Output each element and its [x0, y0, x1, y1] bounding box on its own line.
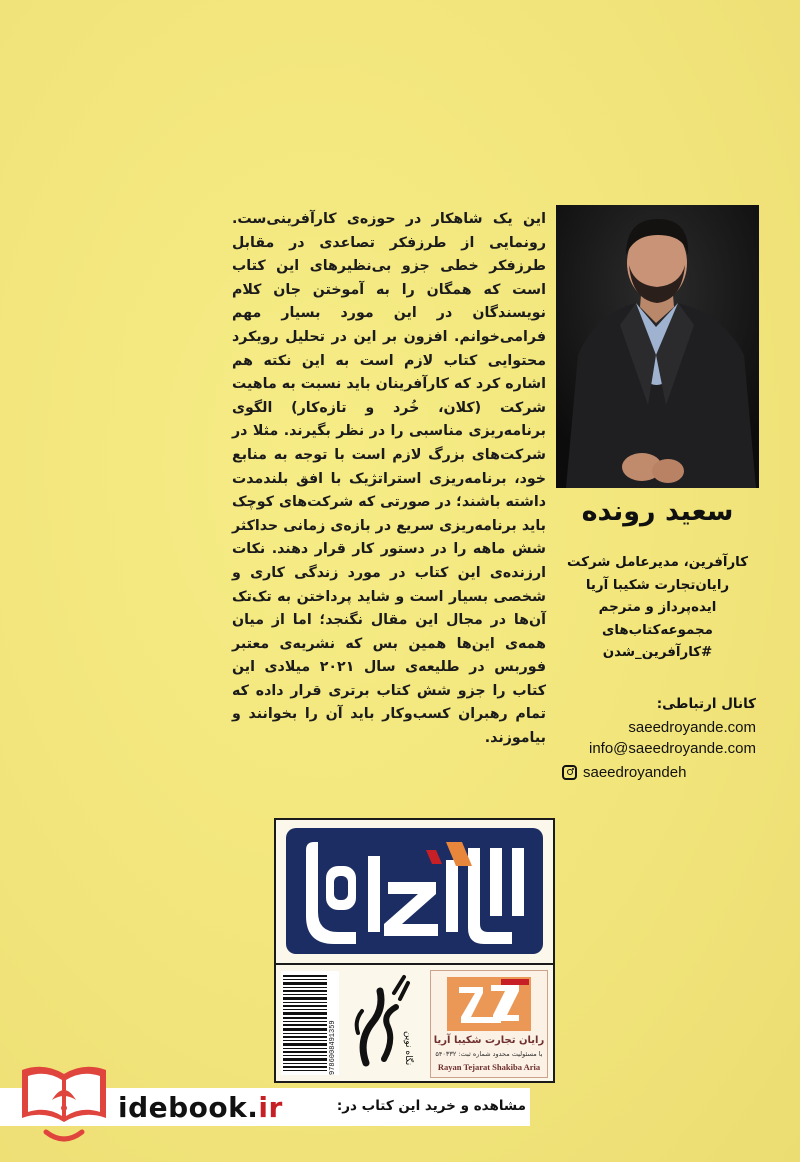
email-link[interactable]: info@saeedroyande.com — [589, 740, 756, 757]
author-bio-line: #کارآفرین_شدن — [602, 645, 713, 660]
idebook-book-icon — [12, 1050, 116, 1150]
book-title-logo — [274, 818, 555, 965]
author-photo — [556, 205, 759, 488]
site-name-tld: ir — [258, 1091, 283, 1124]
brand-name-en: Rayan Tejarat Shakiba Aria — [437, 1062, 541, 1072]
title-logo-graphic — [276, 820, 553, 963]
website-link[interactable]: saeedroyande.com — [628, 719, 756, 736]
author-bio-line: کارآفرین، مدیرعامل شرکت — [567, 555, 748, 570]
brand-name-fa: رایان تجارت شکیبا آریا — [433, 1035, 545, 1046]
instagram-link[interactable] — [562, 762, 686, 782]
instagram-icon — [562, 765, 577, 780]
isbn-number: 9786008491359 — [329, 1020, 337, 1075]
author-bio-line: ایده‌پرداز و مترجم — [598, 600, 717, 615]
author-bio — [556, 552, 759, 665]
idebook-site-name[interactable] — [118, 1091, 283, 1124]
contact-title: کانال ارتباطی: — [656, 696, 756, 712]
negah-text: نگاه نوین — [403, 1031, 413, 1066]
author-name: سعید رونده — [581, 496, 734, 527]
isbn-barcode — [281, 971, 339, 1075]
watermark-call-to-action: مشاهده و خرید این کتاب در: — [336, 1098, 526, 1114]
site-name-main: idebook. — [118, 1091, 259, 1124]
brand-registration: با مسئولیت محدود شماره ثبت: ۵۴۰۳۳۲ — [435, 1050, 543, 1058]
instagram-handle: saeedroyandeh — [583, 763, 687, 781]
book-description: این یک شاهکار در حوزه‌ی کارآفرینی‌ست. رونمایی از طرزفکر تصاعدی در مقابل طرزفکر خطی جزو بی‌نظیرهای این کتاب است که همگان را به آموختن جان کلام نویسندگان در این مورد بسیار مهم فرامی‌خوانم. افزون بر این در تحلیل رویکرد محتوایی کتاب لازم است به این نکته هم اشاره کرد که کارآفرینان باید نسبت به ماهیت شرکت (کلان، خُرد و تازه‌کار) الگوی برنامه‌ریزی مناسبی را در نظر بگیرند. مثلا در شرکت‌های بزرگ لازم است با توجه به منابع خود، برنامه‌ریزی استراتژیک با افق بلندمدت داشته باشند؛ در صورتی که شرکت‌های کوچک باید برنامه‌ریزی سریع در بازه‌ی زمانی حداکثر شش ماهه را در دستور کار قرار دهند. نکات ارزنده‌ی این کتاب در مورد زندگی کاری و شخصی بسیار است و شاید پرداختن به تک‌تک آن‌ها در مجال این مقال نگنجد؛ اما از میان همه‌ی این‌ها همین بس که نشریه‌ی معتبر فوربس در طلیعه‌ی سال ۲۰۲۱ میلادی این کتاب را جزو شش کتاب برتری قرار داده که تمام رهبران کسب‌وکار باید آن را بخوانند و بیاموزند. — [232, 211, 546, 747]
negah-publisher-logo — [344, 971, 424, 1075]
author-bio-line: رایان‌تجارت شکیبا آریا — [585, 577, 730, 593]
author-bio-line: مجموعه‌کتاب‌های — [602, 622, 713, 638]
